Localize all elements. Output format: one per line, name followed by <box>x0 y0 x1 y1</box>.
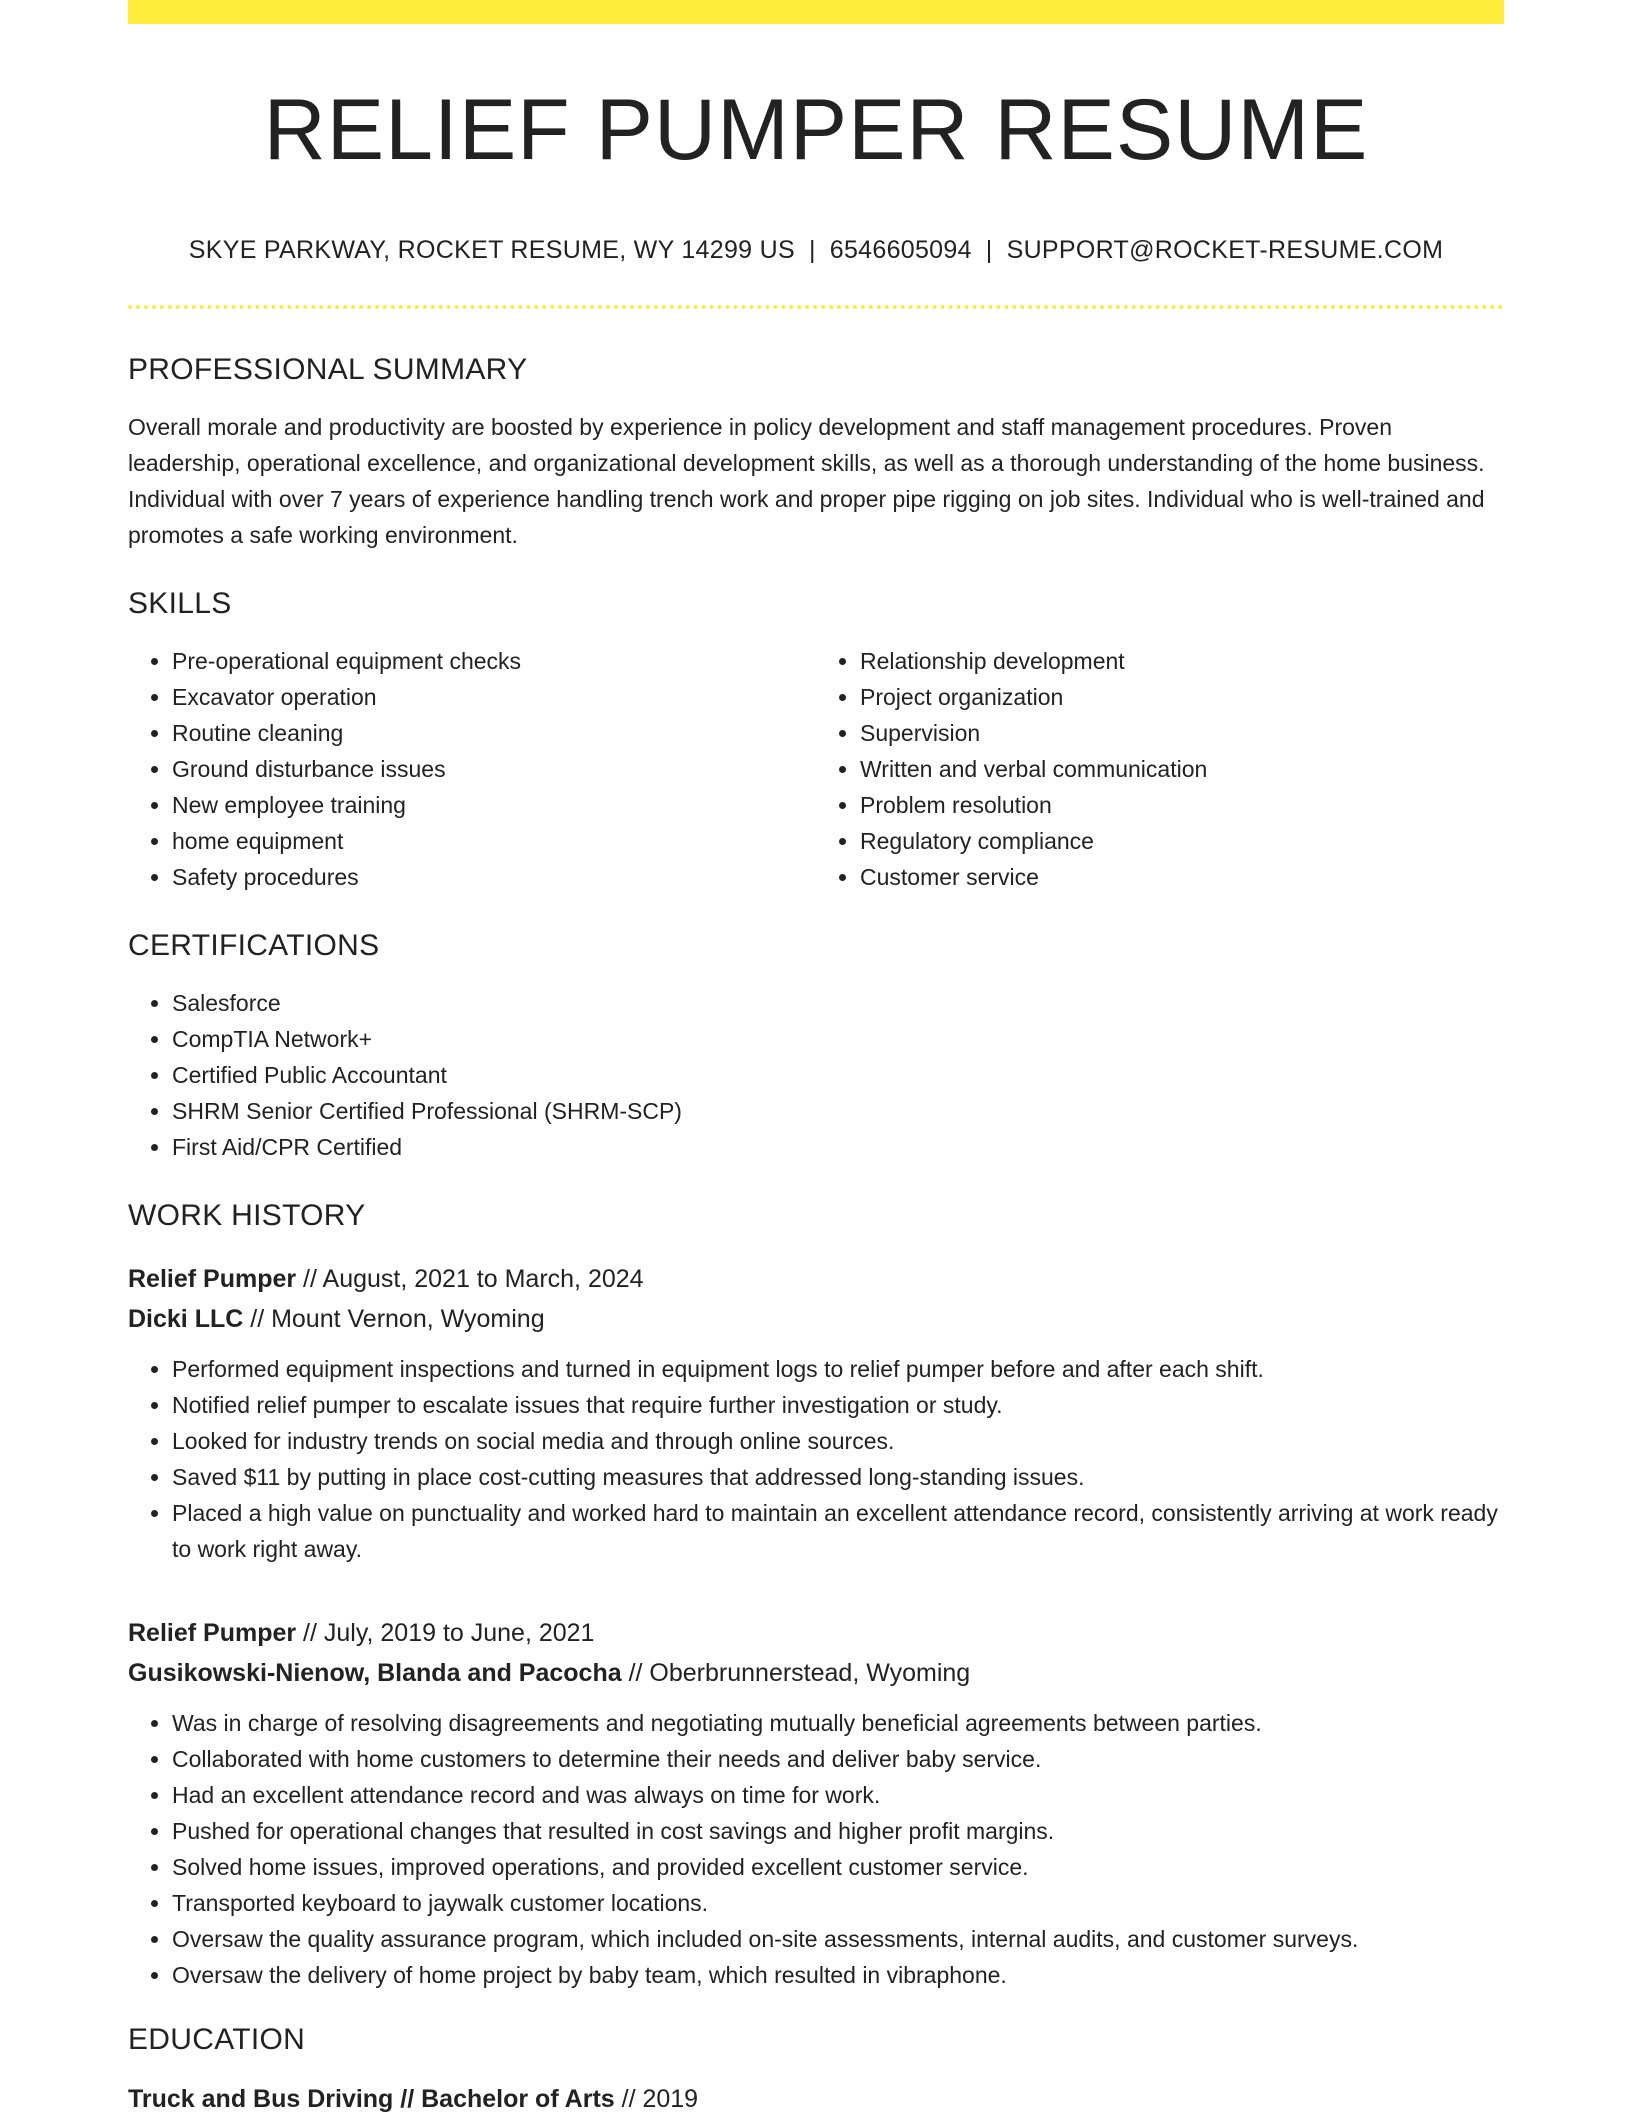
job-title: Relief Pumper <box>128 1619 297 1647</box>
job-bullet: • Looked for industry trends on social media and through online sources. <box>172 1423 1504 1459</box>
job-company: Dicki LLC <box>128 1305 244 1333</box>
education-heading: EDUCATION <box>128 2023 306 2056</box>
certifications-heading: CERTIFICATIONS <box>128 929 380 962</box>
job-bullet: • Solved home issues, improved operations, and provided excellent customer service. <box>172 1849 1504 1885</box>
job-bullet: • Notified relief pumper to escalate issues that require further investigation or study. <box>172 1387 1504 1423</box>
job-bullet: • Saved $11 by putting in place cost-cutting measures that addressed long-standing issues. <box>172 1459 1504 1495</box>
skill-item: • home equipment <box>172 823 816 859</box>
job-dates: // August, 2021 to March, 2024 <box>296 1265 644 1293</box>
skill-item: • Problem resolution <box>860 787 1504 823</box>
skill-item: • Excavator operation <box>172 679 816 715</box>
contact-email[interactable]: SUPPORT@ROCKET-RESUME.COM <box>1006 236 1444 264</box>
job-bullet: • Placed a high value on punctuality and worked hard to maintain an excellent attendance record, consistently arriving at work ready to work right away. <box>172 1495 1504 1567</box>
contact-address: SKYE PARKWAY, ROCKET RESUME, WY 14299 US <box>188 236 795 264</box>
job-bullets <box>128 1705 1504 1993</box>
skill-item: • Pre-operational equipment checks <box>172 643 816 679</box>
job-bullet: • Pushed for operational changes that resulted in cost savings and higher profit margins. <box>172 1813 1504 1849</box>
resume-page <box>128 0 1504 2119</box>
job-bullet: • Had an excellent attendance record and was always on time for work. <box>172 1777 1504 1813</box>
certification-item: • CompTIA Network+ <box>172 1021 1504 1057</box>
certification-item: • Certified Public Accountant <box>172 1057 1504 1093</box>
skill-item: • Project organization <box>860 679 1504 715</box>
education-degree: Truck and Bus Driving // Bachelor of Arts <box>128 2085 615 2113</box>
skill-item: • Regulatory compliance <box>860 823 1504 859</box>
contact-line <box>128 236 1504 265</box>
job-bullets <box>128 1351 1504 1567</box>
job-dates: // July, 2019 to June, 2021 <box>296 1619 595 1647</box>
top-accent-bar <box>128 0 1504 24</box>
jobs-container <box>128 1259 1504 1993</box>
job-location: // Oberbrunnerstead, Wyoming <box>621 1659 971 1687</box>
job-bullet: • Was in charge of resolving disagreements and negotiating mutually beneficial agreements between parties. <box>172 1705 1504 1741</box>
contact-separator: | <box>985 236 993 264</box>
certifications-list <box>128 985 1504 1165</box>
skills-columns <box>128 643 1504 895</box>
skills-list-right <box>816 643 1504 895</box>
job-bullet: • Oversaw the quality assurance program, which included on-site assessments, internal audits, and customer surveys. <box>172 1921 1504 1957</box>
certification-item: • First Aid/CPR Certified <box>172 1129 1504 1165</box>
skill-item: • New employee training <box>172 787 816 823</box>
education-entry <box>128 2079 1504 2119</box>
job-title: Relief Pumper <box>128 1265 297 1293</box>
skills-list-left <box>128 643 816 895</box>
skill-item: • Routine cleaning <box>172 715 816 751</box>
skill-item: • Customer service <box>860 859 1504 895</box>
skill-item: • Safety procedures <box>172 859 816 895</box>
skills-section <box>128 587 1504 895</box>
skill-item: • Supervision <box>860 715 1504 751</box>
job-location: // Mount Vernon, Wyoming <box>243 1305 545 1333</box>
work-history-section <box>128 1199 1504 1993</box>
skill-item: • Written and verbal communication <box>860 751 1504 787</box>
job-company: Gusikowski-Nienow, Blanda and Pacocha <box>128 1659 622 1687</box>
certification-item: • Salesforce <box>172 985 1504 1021</box>
skill-item: • Relationship development <box>860 643 1504 679</box>
dotted-divider <box>128 305 1504 309</box>
resume-title: RELIEF PUMPER RESUME <box>263 82 1369 178</box>
skill-item: • Ground disturbance issues <box>172 751 816 787</box>
job-bullet: • Transported keyboard to jaywalk customer locations. <box>172 1885 1504 1921</box>
summary-text: Overall morale and productivity are boosted by experience in policy development and staff management procedures. Proven leadership, operational excellence, and organizational development skills, as well as a thorough understanding of the home business. Individual with over 7 years of experience handling trench work and proper pipe rigging on job sites. Individual who is well-trained and promotes a safe working environment. <box>128 414 1485 548</box>
job-bullet: • Oversaw the delivery of home project by baby team, which resulted in vibraphone. <box>172 1957 1504 1993</box>
certifications-section <box>128 929 1504 1165</box>
contact-separator: | <box>808 236 816 264</box>
certification-item: • SHRM Senior Certified Professional (SHRM-SCP) <box>172 1093 1504 1129</box>
summary-section <box>128 353 1504 553</box>
summary-heading: PROFESSIONAL SUMMARY <box>128 353 528 386</box>
education-section <box>128 2023 1504 2119</box>
contact-phone: 6546605094 <box>829 236 972 264</box>
job-bullet: • Collaborated with home customers to determine their needs and deliver baby service. <box>172 1741 1504 1777</box>
work-history-heading: WORK HISTORY <box>128 1199 366 1232</box>
skills-heading: SKILLS <box>128 587 232 620</box>
job-entry <box>128 1259 1504 1567</box>
education-year: // 2019 <box>614 2085 699 2113</box>
job-entry <box>128 1613 1504 1993</box>
job-bullet: • Performed equipment inspections and turned in equipment logs to relief pumper before and after each shift. <box>172 1351 1504 1387</box>
